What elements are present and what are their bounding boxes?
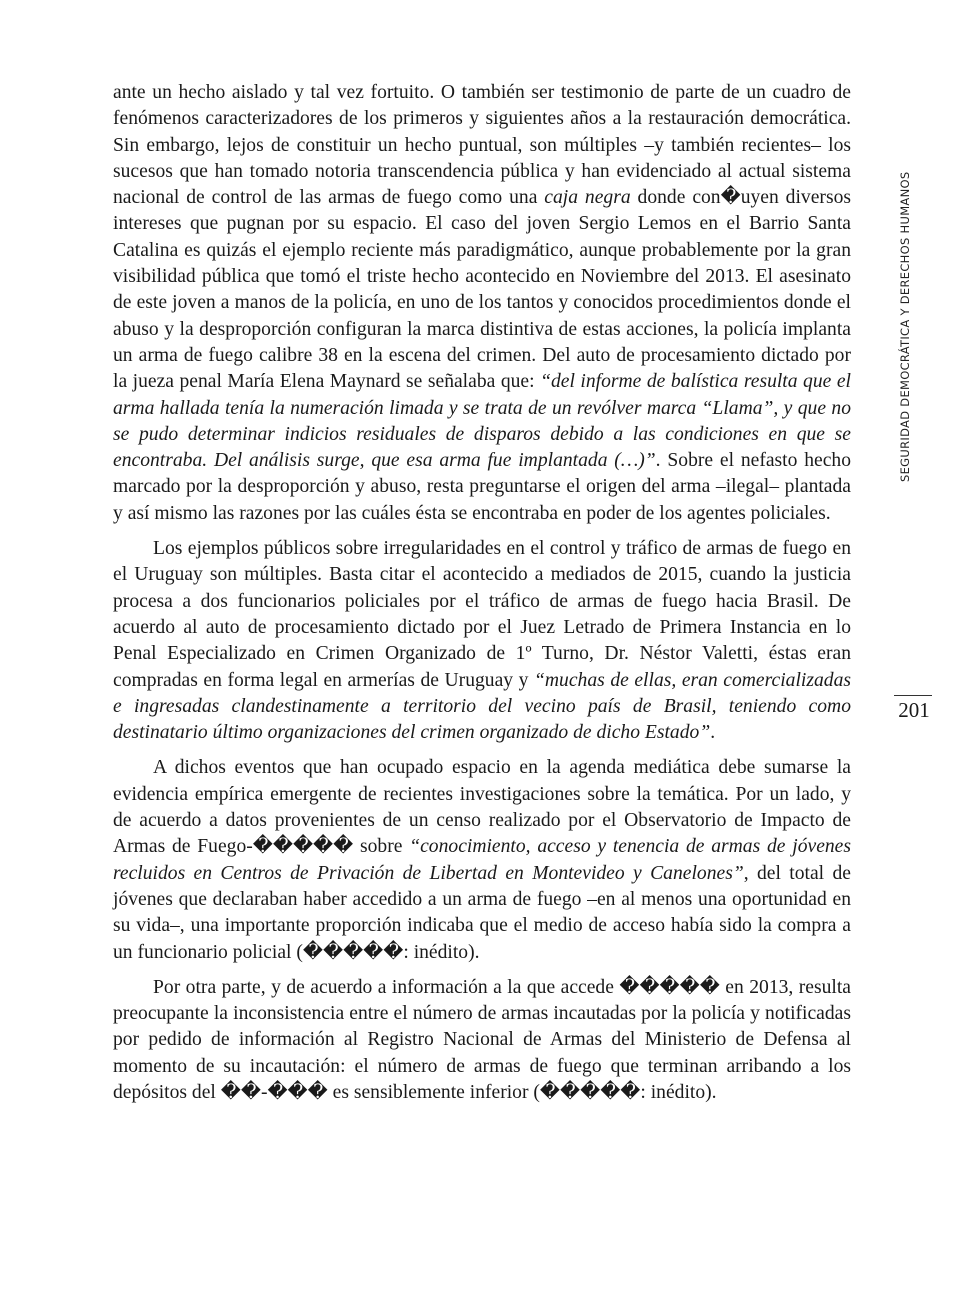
paragraph-1: ante un hecho aislado y tal vez fortuito. O también ser testimonio de parte de un cuadro de fenómenos caracterizadores de los primeros y siguientes años a la restauración democrática. Sin embargo, lejos de constituir un hecho puntual, son múltiples –y también recientes– los sucesos que han tomado notoria transcendencia pública y han evidenciado al actual sistema nacional de control de las armas de fuego como una caja negra donde con�uyen diversos intereses que pugnan por su espacio. El caso del joven Sergio Lemos en el Barrio Santa Catalina es quizás el ejemplo reciente más paradigmático, aunque probablemente por la gran visibilidad pública que tomó el triste hecho acontecido en Noviembre del 2013. El asesinato de este joven a manos de la policía, en uno de los tantos y conocidos procedimientos donde el abuso y la desproporción configuran la marca distintiva de estas acciones, la policía implanta un arma de fuego calibre 38 en la escena del crimen. Del auto de procesamiento dictado por la jueza penal María Elena Maynard se señalaba que: “del informe de balística resulta que el arma hallada tenía la numeración limada y se trata de un revólver marca “Llama”, y que no se pudo determinar indicios residuales de disparos debido a las condiciones en que se encontraba. Del análisis surge, que esa arma fue implantada (…)”. Sobre el nefasto hecho marcado por la desproporción y abuso, resta preguntarse el origen del arma –ilegal– plantada y así mismo las razones por las cuáles ésta se encontraba en poder de los agentes policiales. — [113, 82, 851, 524]
quote-census-title: “conocimiento, acceso y tenencia de armas de jóvenes recluidos en Centros de Privación de Libertad en Montevideo y Canelones” — [113, 836, 852, 884]
page-number-rule — [894, 695, 932, 696]
page-number: 201 — [898, 698, 930, 722]
paragraph-4: Por otra parte, y de acuerdo a información a la que accede ����� en 2013, resulta preocupante la inconsistencia entre el número de armas incautadas por la policía y notificadas por pedido de información al Registro Nacional de Armas del Ministerio de Defensa al momento de su incautación: el número de armas de fuego que terminan arribando a los depósitos del ��-��� es sensiblemente inferior (�����: inédito). — [113, 976, 851, 1103]
paragraph-2: Los ejemplos públicos sobre irregularidades en el control y tráfico de armas de fuego en el Uruguay son múltiples. Basta citar el acontecido a mediados de 2015, cuando la justicia procesa a dos funcionarios policiales por el tráfico de armas de fuego hacia Brasil. De acuerdo al auto de procesamiento dictado por el Juez Letrado de Primera Instancia en lo Penal Especializado en Crimen Organizado de 1º Turno, Dr. Néstor Valetti, éstas eran compradas en forma legal en armerías de Uruguay y “muchas de ellas, eran comercializadas e ingresadas clandestinamente a territorio del vecino país de Brasil, teniendo como destinatario último organizaciones del crimen organizado de dicho Estado”. — [113, 538, 851, 744]
paragraph-3: A dichos eventos que han ocupado espacio en la agenda mediática debe sumarse la evidencia empírica emergente de recientes investigaciones sobre la temática. Por un lado, y de acuerdo a datos provenientes de un censo realizado por el Observatorio de Impacto de Armas de Fuego-����� sobre “conocimiento, acceso y tenencia de armas de jóvenes recluidos en Centros de Privación de Libertad en Montevideo y Canelones”, del total de jóvenes que declaraban haber accedido a un arma de fuego –en al menos una oportunidad en su vida–, una importante proporción indicaba que el medio de acceso había sido la compra a un funcionario policial (�����: inédito). — [113, 757, 852, 963]
quote-court-ruling: “muchas de ellas, eran comercializadas e ingresadas clandestinamente a territorio del vecino país de Brasil, teniendo como destinatario último organizaciones del crimen organizado de dicho Estado” — [113, 669, 851, 744]
running-header: SEGURIDAD DEMOCRÁTICA Y DERECHOS HUMANOS — [898, 171, 912, 482]
emphasis-caja-negra: caja negra — [544, 187, 631, 209]
body-text — [113, 80, 851, 1115]
quote-ballistics-report: “del informe de balística resulta que el arma hallada tenía la numeración limada y se trata de un revólver marca “Llama”, y que no se pudo determinar indicios residuales de disparos debido a las condiciones en que se encontraba. Del análisis surge, que esa arma fue implantada (…)” — [113, 371, 851, 472]
